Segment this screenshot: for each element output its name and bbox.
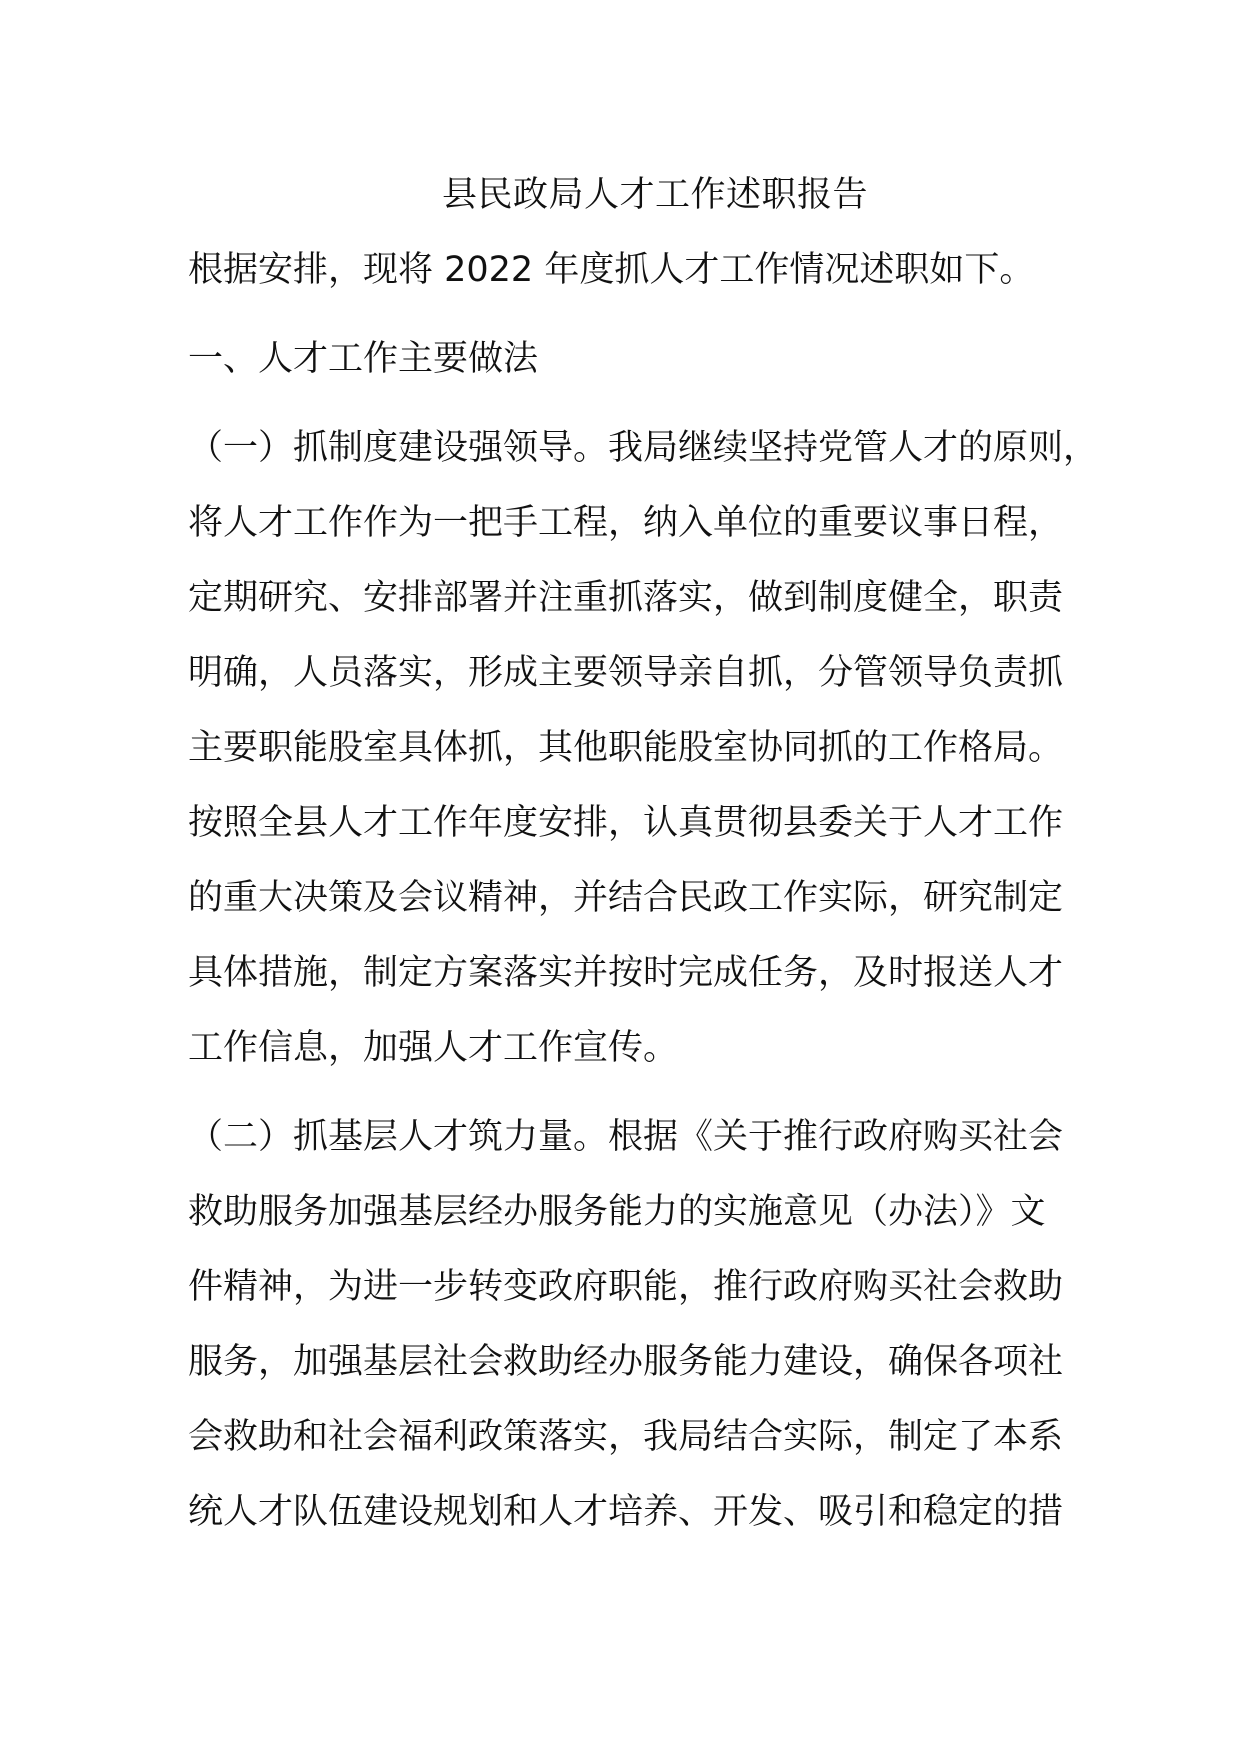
paragraph-grassroots-talent: [188, 1100, 1088, 1550]
paragraph-line: 件精神，为进一步转变政府职能，推行政府购买社会救助: [188, 1267, 1064, 1307]
paragraph-line: （二）抓基层人才筑力量。根据《关于推行政府购买社会: [188, 1117, 1064, 1157]
section-heading-line: 一、人才工作主要做法: [188, 339, 539, 379]
paragraph-line: 按照全县人才工作年度安排，认真贯彻县委关于人才工作: [188, 803, 1064, 843]
paragraph-line: 服务，加强基层社会救助经办服务能力建设，确保各项社: [188, 1342, 1064, 1382]
paragraph-line: 的重大决策及会议精神，并结合民政工作实际，研究制定: [188, 878, 1064, 918]
document-body: [188, 233, 1099, 1550]
document-title: 县民政局人才工作述职报告: [441, 175, 868, 215]
section-heading-main-practices: [188, 322, 1088, 397]
paragraph-line: 救助服务加强基层经办服务能力的实施意见（办法）》文: [188, 1192, 1046, 1232]
paragraph-line: （一）抓制度建设强领导。我局继续坚持党管人才的原则，: [188, 428, 1099, 468]
paragraph-line: 具体措施，制定方案落实并按时完成任务，及时报送人才: [188, 953, 1064, 993]
paragraph-line: 会救助和社会福利政策落实，我局结合实际，制定了本系: [188, 1417, 1064, 1457]
paragraph-line: 将人才工作作为一把手工程，纳入单位的重要议事日程，: [188, 503, 1064, 543]
paragraph-line: 明确，人员落实，形成主要领导亲自抓，分管领导负责抓: [188, 653, 1064, 693]
paragraph-line: 主要职能股室具体抓，其他职能股室协同抓的工作格局。: [188, 728, 1064, 768]
paragraph-line: 工作信息，加强人才工作宣传。: [188, 1028, 679, 1068]
paragraph-system-leadership: [188, 411, 1099, 1086]
paragraph-line: 统人才队伍建设规划和人才培养、开发、吸引和稳定的措: [188, 1492, 1064, 1532]
paragraph-line: 定期研究、安排部署并注重抓落实，做到制度健全，职责: [188, 578, 1064, 618]
paragraph-line: 根据安排，现将 2022 年度抓人才工作情况述职如下。: [188, 250, 1035, 290]
paragraph-intro: [188, 233, 1088, 308]
